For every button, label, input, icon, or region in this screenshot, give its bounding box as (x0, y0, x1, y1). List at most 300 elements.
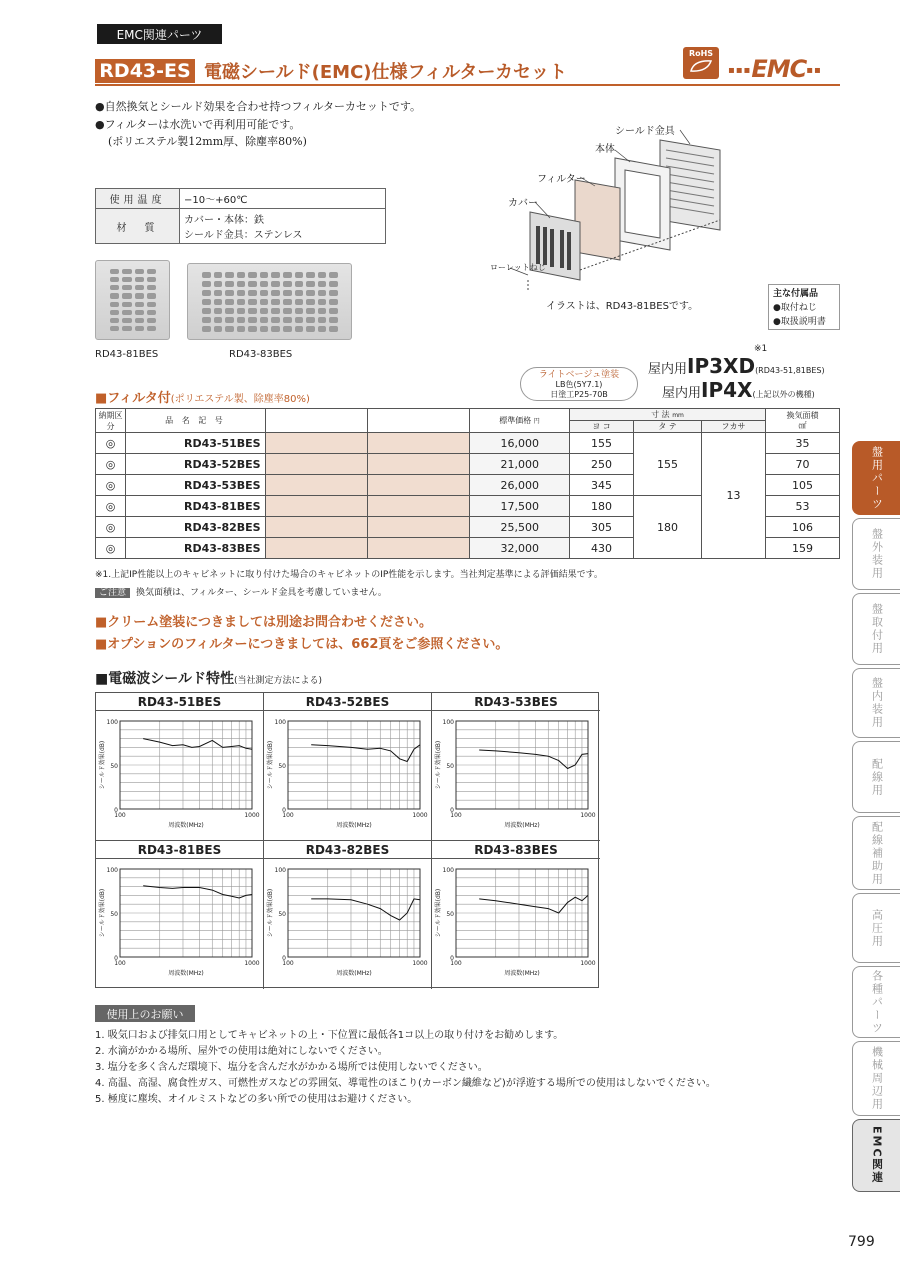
spec-value (180, 209, 386, 244)
louver-slot (318, 299, 327, 305)
y-tick-label: 0 (282, 955, 286, 962)
hdr-delivery: 納期区分 (96, 409, 126, 433)
louver-grid (110, 269, 156, 331)
louver-slot (248, 272, 257, 278)
side-tab-various[interactable]: 各種パーツ (852, 966, 900, 1038)
louver-slot (271, 308, 280, 314)
chart-plot (264, 711, 432, 841)
louver-slot (329, 326, 338, 332)
louver-slot (110, 302, 119, 307)
x-axis-label: 周波数(MHz) (504, 822, 540, 829)
louver-slot (271, 299, 280, 305)
spec-value: −10〜+60℃ (180, 189, 386, 209)
emc-logo: ▪▪▪EMC▪▪ (728, 55, 822, 83)
table-row (96, 433, 840, 454)
blank-cell (368, 517, 470, 538)
louver-slot (329, 272, 338, 278)
spec-label: 使用温度 (96, 189, 180, 209)
chart-title: RD43-52BES (264, 695, 431, 711)
louver-slot (248, 281, 257, 287)
blank-cell (368, 433, 470, 454)
louver-slot (225, 317, 234, 323)
louver-slot (147, 285, 156, 290)
louver-slot (110, 269, 119, 274)
louver-slot (237, 317, 246, 323)
y-tick-label: 0 (450, 955, 454, 962)
louver-slot (135, 318, 144, 323)
louver-slot (329, 308, 338, 314)
shield-chart (432, 841, 600, 989)
hdr-dims (570, 409, 766, 421)
chart-plot (432, 859, 600, 989)
section-filter (95, 387, 310, 406)
ip-indoor-2 (662, 378, 815, 402)
shield-chart (96, 693, 264, 841)
hdr-h: タ テ (634, 421, 702, 433)
section-sub: (ポリエステル製、除塵率80%) (170, 394, 310, 405)
usage-item: 4. 高温、高湿、腐食性ガス、可燃性ガスなどの雰囲気、導電性のほこり(カーボン繊維など)が浮遊する場所での使用はしないでください。 (95, 1078, 716, 1089)
leaf-icon (688, 58, 714, 74)
louver-slot (248, 326, 257, 332)
product-photo-83 (187, 263, 352, 340)
chart-title: RD43-81BES (96, 843, 263, 859)
louver-slot (283, 308, 292, 314)
louver-slot (122, 293, 131, 298)
louver-slot (225, 299, 234, 305)
height: 180 (634, 496, 702, 559)
x-tick-label: 100 (114, 960, 126, 967)
delivery-mark: ◎ (96, 475, 126, 496)
louver-slot (225, 326, 234, 332)
rohs-label: RoHS (688, 49, 714, 58)
hdr-blank (266, 409, 368, 433)
price: 21,000 (470, 454, 570, 475)
x-tick-label: 100 (282, 812, 294, 819)
hdr-area-label: 換気面積 (786, 410, 819, 420)
spec-table (95, 188, 386, 244)
chart-title: RD43-53BES (432, 695, 600, 711)
chart-section-label: ■電磁波シールド特性 (95, 671, 234, 687)
hdr-d: フカサ (702, 421, 766, 433)
louver-grid (202, 272, 338, 332)
louver-slot (214, 290, 223, 296)
part-number: RD43-52BES (126, 454, 266, 475)
spec-label: 材 質 (96, 209, 180, 244)
louver-slot (110, 326, 119, 331)
y-axis-label: シールド効果(dB) (267, 740, 274, 790)
louver-slot (110, 293, 119, 298)
spec-material-2: シールド金具：ステンレス (184, 230, 303, 241)
paint-info (520, 367, 638, 401)
louver-slot (202, 272, 211, 278)
louver-slot (318, 272, 327, 278)
louver-slot (306, 317, 315, 323)
louver-slot (271, 290, 280, 296)
louver-slot (147, 302, 156, 307)
x-tick-label: 100 (282, 960, 294, 967)
louver-slot (202, 281, 211, 287)
louver-slot (306, 281, 315, 287)
ip-rating-2: IP4X (701, 378, 753, 402)
bullet-1: ●自然換気とシールド効果を合わせ持つフィルターカセットです。 (95, 100, 421, 113)
louver-slot (260, 326, 269, 332)
louver-slot (329, 290, 338, 296)
louver-slot (237, 326, 246, 332)
y-tick-label: 50 (110, 911, 118, 918)
louver-slot (122, 302, 131, 307)
louver-slot (318, 290, 327, 296)
label-shield: シールド金具 (615, 126, 675, 137)
y-tick-label: 0 (114, 807, 118, 814)
width: 180 (570, 496, 634, 517)
louver-slot (306, 326, 315, 332)
louver-slot (202, 290, 211, 296)
louver-slot (122, 277, 131, 282)
part-number: RD43-82BES (126, 517, 266, 538)
side-tab-high-voltage[interactable]: 高圧用 (852, 893, 900, 963)
x-tick-label: 1000 (412, 812, 428, 819)
y-tick-label: 100 (106, 719, 118, 726)
louver-slot (306, 272, 315, 278)
louver-slot (214, 308, 223, 314)
x-tick-label: 1000 (244, 812, 260, 819)
x-axis-label: 周波数(MHz) (336, 970, 372, 977)
louver-slot (237, 308, 246, 314)
louver-slot (122, 310, 131, 315)
louver-slot (306, 308, 315, 314)
width: 155 (570, 433, 634, 454)
louver-slot (283, 326, 292, 332)
louver-slot (260, 317, 269, 323)
louver-slot (202, 317, 211, 323)
vent-area: 70 (766, 454, 840, 475)
chart-title: RD43-83BES (432, 843, 600, 859)
louver-slot (147, 310, 156, 315)
hdr-dims-unit: mm (672, 412, 684, 419)
option-note-2: ■オプションのフィルターにつきましては、662頁をご参照ください。 (95, 637, 509, 652)
louver-slot (147, 269, 156, 274)
vent-area: 53 (766, 496, 840, 517)
louver-slot (135, 277, 144, 282)
louver-slot (295, 281, 304, 287)
price: 32,000 (470, 538, 570, 559)
label-body: 本体 (595, 144, 615, 155)
label-cover: カバー (508, 198, 538, 209)
x-tick-label: 1000 (580, 812, 596, 819)
y-axis-label: シールド効果(dB) (267, 888, 274, 938)
y-tick-label: 0 (114, 955, 118, 962)
hdr-area-unit: ㎠ (798, 420, 807, 430)
vent-area: 35 (766, 433, 840, 454)
price: 25,500 (470, 517, 570, 538)
louver-slot (225, 272, 234, 278)
louver-slot (295, 272, 304, 278)
louver-slot (237, 281, 246, 287)
price: 26,000 (470, 475, 570, 496)
louver-slot (318, 308, 327, 314)
louver-slot (135, 269, 144, 274)
accessories-title: 主な付属品 (773, 289, 819, 299)
louver-slot (135, 302, 144, 307)
x-tick-label: 100 (450, 812, 462, 819)
width: 345 (570, 475, 634, 496)
louver-slot (122, 269, 131, 274)
louver-slot (110, 318, 119, 323)
ip-note-1: (RD43-51,81BES) (755, 366, 825, 375)
depth: 13 (702, 433, 766, 559)
y-tick-label: 50 (446, 911, 454, 918)
louver-slot (329, 281, 338, 287)
model-code: RD43-ES (95, 59, 195, 83)
louver-slot (214, 272, 223, 278)
louver-slot (306, 290, 315, 296)
usage-header: 使用上のお願い (95, 1005, 195, 1022)
footnote-ip: ※1.上記IP性能以上のキャビネットに取り付けた場合のキャビネットのIP性能を示します。当社判定基準による評価結果です。 (95, 570, 603, 580)
accessory-item: ●取付ねじ (773, 303, 817, 313)
x-axis-label: 周波数(MHz) (168, 970, 204, 977)
y-tick-label: 0 (450, 807, 454, 814)
accessories-box (768, 284, 840, 330)
louver-slot (271, 326, 280, 332)
louver-slot (318, 326, 327, 332)
hdr-price-label: 標準価格 (499, 416, 532, 425)
louver-slot (283, 281, 292, 287)
width: 430 (570, 538, 634, 559)
louver-slot (225, 290, 234, 296)
hdr-price-unit: 円 (533, 418, 540, 425)
width: 250 (570, 454, 634, 475)
louver-slot (110, 285, 119, 290)
louver-slot (271, 317, 280, 323)
louver-slot (214, 299, 223, 305)
louver-slot (147, 326, 156, 331)
louver-slot (248, 299, 257, 305)
louver-slot (122, 285, 131, 290)
hdr-area (766, 409, 840, 433)
side-tab-wiring-aux[interactable]: 配線補助用 (852, 816, 900, 890)
louver-slot (295, 317, 304, 323)
vent-area: 159 (766, 538, 840, 559)
louver-slot (135, 326, 144, 331)
photo-caption-81: RD43-81BES (95, 349, 159, 360)
x-tick-label: 100 (450, 960, 462, 967)
price: 16,000 (470, 433, 570, 454)
x-axis-label: 周波数(MHz) (504, 970, 540, 977)
product-photo-81 (95, 260, 170, 340)
louver-slot (214, 326, 223, 332)
hdr-dims-label: 寸 法 (651, 410, 670, 419)
chart-plot (96, 859, 264, 989)
blank-cell (368, 496, 470, 517)
ip-note-2: (上記以外の機種) (752, 390, 815, 399)
louver-slot (248, 290, 257, 296)
louver-slot (237, 272, 246, 278)
louver-slot (135, 293, 144, 298)
hdr-part: 品 名 記 号 (126, 409, 266, 433)
label-filter: フィルター (537, 174, 586, 185)
y-axis-label: シールド効果(dB) (435, 740, 442, 790)
blank-cell (368, 454, 470, 475)
delivery-mark: ◎ (96, 517, 126, 538)
shield-chart (432, 693, 600, 841)
section-title: ■フィルタ付 (95, 391, 171, 406)
louver-slot (237, 290, 246, 296)
emc-logo-text: EMC (751, 55, 807, 83)
bullet-2: ●フィルターは水洗いで再利用可能です。 (95, 118, 301, 131)
louver-slot (260, 290, 269, 296)
louver-slot (202, 308, 211, 314)
louver-slot (295, 308, 304, 314)
ip-mark: ※1 (754, 344, 768, 354)
shield-chart (96, 841, 264, 989)
blank-cell (266, 475, 368, 496)
x-tick-label: 100 (114, 812, 126, 819)
blank-cell (266, 433, 368, 454)
louver-slot (271, 272, 280, 278)
chart-plot (432, 711, 600, 841)
page-number: 799 (848, 1234, 875, 1250)
hdr-blank (368, 409, 470, 433)
chart-title: RD43-51BES (96, 695, 263, 711)
louver-slot (202, 326, 211, 332)
louver-slot (318, 281, 327, 287)
caution-text: 換気面積は、フィルター、シールド金具を考慮していません。 (136, 588, 387, 598)
louver-slot (135, 285, 144, 290)
louver-slot (147, 293, 156, 298)
side-tab-interior[interactable]: 盤内装用 (852, 668, 900, 738)
hdr-w: ヨ コ (570, 421, 634, 433)
louver-slot (248, 308, 257, 314)
ip-indoor-label: 屋内用 (648, 362, 688, 377)
part-number: RD43-53BES (126, 475, 266, 496)
title-rule (95, 84, 840, 86)
y-tick-label: 100 (106, 867, 118, 874)
caution-label: ご注意 (95, 588, 130, 598)
usage-item: 5. 極度に塵埃、オイルミストなどの多い所での使用はお避けください。 (95, 1094, 418, 1105)
product-table (95, 408, 840, 559)
blank-cell (266, 538, 368, 559)
paint-name: ライトベージュ塗装 (538, 370, 620, 380)
louver-slot (283, 290, 292, 296)
louver-slot (283, 272, 292, 278)
louver-slot (225, 308, 234, 314)
louver-slot (329, 317, 338, 323)
louver-slot (283, 317, 292, 323)
louver-slot (147, 277, 156, 282)
ip-indoor-label: 屋内用 (662, 386, 702, 401)
rohs-badge (683, 47, 719, 79)
shield-chart (264, 693, 432, 841)
y-tick-label: 100 (442, 867, 454, 874)
x-axis-label: 周波数(MHz) (168, 822, 204, 829)
louver-slot (110, 310, 119, 315)
louver-slot (306, 299, 315, 305)
louver-slot (283, 299, 292, 305)
chart-section-title (95, 668, 322, 688)
photo-caption-83: RD43-83BES (229, 349, 293, 360)
side-tab-emc[interactable]: EMC関連 (852, 1119, 900, 1192)
y-tick-label: 50 (278, 763, 286, 770)
height: 155 (634, 433, 702, 496)
y-tick-label: 50 (110, 763, 118, 770)
louver-slot (260, 272, 269, 278)
louver-slot (329, 299, 338, 305)
louver-slot (225, 281, 234, 287)
page-title: 電磁シールド(EMC)仕様フィルターカセット (204, 62, 567, 83)
caution-line (95, 585, 387, 598)
usage-item: 2. 水滴がかかる場所、屋外での使用は絶対にしないでください。 (95, 1046, 388, 1057)
spec-material-1: カバー・本体：鉄 (184, 215, 264, 226)
vent-area: 105 (766, 475, 840, 496)
ip-rating-1: IP3XD (687, 354, 756, 378)
blank-cell (266, 496, 368, 517)
y-tick-label: 100 (274, 719, 286, 726)
louver-slot (295, 290, 304, 296)
category-tag: EMC関連パーツ (97, 24, 222, 44)
louver-slot (260, 281, 269, 287)
delivery-mark: ◎ (96, 538, 126, 559)
part-number: RD43-81BES (126, 496, 266, 517)
part-number: RD43-83BES (126, 538, 266, 559)
louver-slot (122, 326, 131, 331)
part-number: RD43-51BES (126, 433, 266, 454)
louver-slot (214, 281, 223, 287)
y-axis-label: シールド効果(dB) (435, 888, 442, 938)
side-tab-panel-parts[interactable]: 盤用パーツ (852, 441, 900, 515)
hdr-price (470, 409, 570, 433)
accessory-item: ●取扱説明書 (773, 317, 826, 327)
shield-charts (95, 692, 599, 988)
x-tick-label: 1000 (244, 960, 260, 967)
x-axis-label: 周波数(MHz) (336, 822, 372, 829)
y-tick-label: 50 (278, 911, 286, 918)
louver-slot (260, 308, 269, 314)
louver-slot (214, 317, 223, 323)
y-axis-label: シールド効果(dB) (99, 888, 106, 938)
chart-plot (264, 859, 432, 989)
illustration-caption: イラストは、RD43-81BESです。 (546, 301, 699, 312)
delivery-mark: ◎ (96, 454, 126, 475)
y-tick-label: 50 (446, 763, 454, 770)
usage-item: 1. 吸気口および排気口用としてキャビネットの上・下位置に最低各1コ以上の取り付けをお勧めします。 (95, 1030, 564, 1041)
louver-slot (237, 299, 246, 305)
shield-chart (264, 841, 432, 989)
option-note-1: ■クリーム塗装につきましては別途お問合わせください。 (95, 615, 433, 630)
side-tab-exterior[interactable]: 盤外装用 (852, 518, 900, 590)
louver-slot (248, 317, 257, 323)
y-tick-label: 100 (274, 867, 286, 874)
side-tab-mounting[interactable]: 盤取付用 (852, 593, 900, 665)
chart-section-sub: (当社測定方法による) (233, 676, 322, 686)
usage-item: 3. 塩分を多く含んだ環境下、塩分を含んだ水がかかる場所では使用しないでください。 (95, 1062, 488, 1073)
chart-plot (96, 711, 264, 841)
x-tick-label: 1000 (580, 960, 596, 967)
paint-spec: 日塗工P25-70B (550, 390, 608, 399)
width: 305 (570, 517, 634, 538)
louver-slot (110, 277, 119, 282)
side-tab-wiring[interactable]: 配線用 (852, 741, 900, 813)
louver-slot (122, 318, 131, 323)
bullet-3: (ポリエステル製12mm厚、除塵率80%) (108, 135, 307, 148)
louver-slot (318, 317, 327, 323)
blank-cell (368, 538, 470, 559)
delivery-mark: ◎ (96, 496, 126, 517)
blank-cell (266, 454, 368, 475)
y-tick-label: 100 (442, 719, 454, 726)
blank-cell (266, 517, 368, 538)
side-tab-machine[interactable]: 機械周辺用 (852, 1041, 900, 1116)
blank-cell (368, 475, 470, 496)
